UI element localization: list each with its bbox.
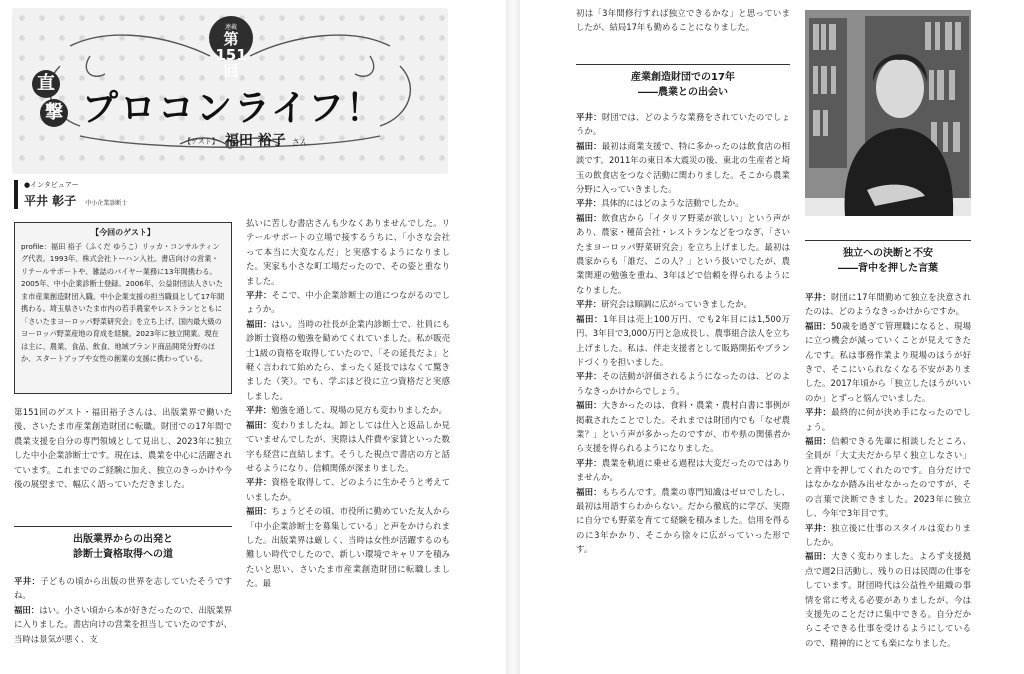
qa-item [576,485,790,557]
qa-speaker: 平井： [246,405,272,416]
qa-item [576,196,790,210]
qa-text: 大きく変わりました。よろず支援拠点で週2日活動し、残りの日は民間の仕事をしています。財団時代は公益性や組織の事情を常に考える必要がありましたが、今は支援先のことだけに集中できる。自分だからこそできる仕事を受けるようにしているので、精神的にとても楽になりました。 [805,551,972,648]
direct-mark [32,70,68,128]
qa-speaker: 福田： [805,320,831,331]
direct-char-2: 撃 [40,99,68,127]
left-page [0,0,506,674]
column-3-top [576,6,790,35]
section-2-line-1: 産業創造財団での17年 [631,72,735,83]
section-heading-1 [14,526,232,562]
qa-item [805,521,971,550]
qa-speaker: 平井： [805,292,831,302]
qa-text: 1年目は売上100万円、でも2年目には1,500万円、3年目で3,000万円と急成長し、農事組合法人を立ち上げました。私は、伴走支援者として販路開拓やブランドづくりを担いました。 [576,313,791,367]
section-3-line-2: ――背中を押した言葉 [838,263,938,274]
qa-item [805,290,971,319]
section-1-line-1: 出版業界からの出発と [73,534,173,545]
qa-speaker: 福田： [246,318,272,329]
qa-speaker: 福田： [805,436,832,447]
qa-item [576,312,790,370]
interviewer-credit [14,180,127,209]
qa-speaker: 福田： [576,140,602,151]
qa-item [576,297,790,311]
section-1-line-2: 診断士資格取得への道 [73,549,173,560]
qa-item [246,317,450,403]
qa-text: 変わりましたね。卸としては仕入と返品しか見ていませんでしたが、実際は人件費や家賃といった数字も経営に直結します。そうした視点で書店の方と話せるようになり、信頼関係が深まりました。 [246,419,451,473]
qa-item [246,216,450,288]
guest-name: 福田 裕子 [224,133,286,149]
article-header [12,8,448,174]
qa-speaker: 福田： [246,506,272,517]
qa-item [805,319,971,405]
qa-item [576,369,790,398]
continued-text: 初は「3年間修行すれば独立できるかな」と思っていましたが、結局17年も勤めることになりました。 [576,8,790,33]
guest-profile-box [14,222,232,394]
qa-speaker: 平井： [246,477,272,488]
guest-line [184,130,308,150]
qa-text: ちょうどその頃、市役所に勤めていた友人から「中小企業診断士を募集している」と声をかけられました。出版業界は厳しく、当時は女性が活躍するのも難しい時代でしたので、新しい環境でキャリアを積みたいと思い、さいたま市産業創造財団に転職しました。最 [246,506,451,589]
qa-text: 農業を軌道に乗せる過程は大変だったのではありませんか。 [576,457,790,483]
qa-text: 研究会は順調に広がっていきましたか。 [601,299,752,310]
section-3-line-1: 独立への決断と不安 [843,248,933,259]
qa-item [246,475,450,504]
interviewer-name: 平井 彰子 [24,194,77,208]
qa-text: はい。当時の社長が企業内診断士で、社員にも診断士資格の勉強を勧めてくれていました。私が販売士1級の資格を取得していたので、「その延長だよ」と軽く言われて始めたら、まったく延長ではなくて驚きました（笑）。でも、学ぶほど役に立つ資格だと実感しました。 [246,318,450,401]
qa-text: もちろんです。農業の専門知識はゼロでしたし、最初は用語すらわからない。だから徹底的に学び、実際に自分でも野菜を育てて経験を積みました。信用を得るのに3年かかり、そこから徐々に広がっていった形です。 [576,486,791,555]
series-title: プロコンライフ！ [82,87,384,129]
qa-speaker: 福田： [246,419,272,430]
qa-text: 財団に17年間勤めて独立を決意されたのは、どのようなきっかけからですか。 [805,292,971,317]
qa-text: 独立後に仕事のスタイルは変わりましたか。 [805,522,971,547]
section-heading-2 [576,64,790,100]
qa-text: 勉強を通して、現場の見方も変わりましたか。 [271,405,447,416]
interviewer-title: 中小企業診断士 [85,200,128,207]
qa-item [576,398,790,456]
qa-item [246,418,450,476]
guest-suffix: さん [291,138,308,147]
qa-item [805,405,971,434]
column-3-qa [576,110,790,557]
interviewer-role: ●インタビュアー [24,181,79,189]
qa-item [576,139,790,197]
qa-text: 飲食店から「イタリア野菜が欲しい」という声があり、農家・種苗会社・レストランなどをつなぎ、「さいたまヨーロッパ野菜研究会」を立ち上げました。最初は農家からも「誰だ、この人？」という扱いでしたが、農業関連の勉強を重ね、3年ほどで信頼を得られるようになりました。 [576,212,790,295]
qa-item [14,574,232,603]
qa-item [246,504,450,590]
section-2-line-2: ――農業との出会い [638,87,728,98]
page-gutter [506,0,520,674]
column-2-qa [246,216,450,591]
article-intro [14,405,232,491]
qa-text: 大きかったのは、食料・農業・農村白書に事例が掲載されたことでした。それまでは財団内でも「なぜ農業？」という声が多かったのですが、市や県の関係者から支援を得られるようになりました。 [576,400,790,454]
guest-tag: 【ゲスト】 [184,137,219,146]
qa-text: 最初は商業支援で、特に多かったのは飲食店の相談です。2011年の東日本大震災の後、東北の生産者と埼玉の飲食店をつなぐ活動に関わりました。そこから農業分野に入っていきました。 [576,140,790,195]
qa-text: 信頼できる先輩に相談したところ、全員が「大丈夫だから早く独立しなさい」と背中を押してくれたのです。自分だけではなかなか踏み出せなかったのですが、その言葉で決断できました。2023年に独立し、今年で3年目です。 [805,436,972,519]
qa-text: そこで、中小企業診断士の道につながるのでしょうか。 [246,290,450,315]
qa-speaker: 福田： [14,604,40,615]
column-1-qa [14,574,232,646]
qa-item [805,549,971,650]
qa-item [246,403,450,417]
qa-speaker: 平井： [576,299,602,310]
series-label: 連載 [224,24,237,31]
qa-speaker: 平井： [576,198,602,209]
qa-speaker: 平井： [14,576,41,586]
series-number-badge [209,16,253,80]
section-heading-3 [805,240,971,276]
profile-body: profile：福田 裕子（ふくだ ゆうこ）リッカ・コンサルティング代表。1993年、株式会社トーハン入社。書店向けの営業・リテールサポートや、雑誌のバイヤー業務に13年間携わる。2005年、中小企業診断士登録。2006年、公益財団法人さいたま市産業創造財団入職。中小企業支援の担当職員として17年間携わる。埼玉県さいたま市内の若手農家やレストランとともに「さいたまヨーロッパ野菜研究会」を立ち上げ、国内最大級のヨーロッパ野菜産地の育成を経験。2023年に独立開業。現在は主に、農業、食品、飲食、地域ブランド商品開発分野のほか、スタートアップや女性の創業の支援に携わっている。 [21,241,225,363]
qa-text: 財団では、どのような業務をされていたのでしょうか。 [576,112,790,137]
qa-speaker: 福田： [805,551,832,562]
qa-item [576,211,790,297]
qa-text: 資格を取得して、どのように生かそうと考えていましたか。 [246,477,450,502]
qa-speaker: 平井： [805,407,832,418]
guest-photo [805,10,971,216]
profile-heading: 【今回のゲスト】 [91,228,155,237]
qa-speaker: 福田： [576,212,602,223]
qa-speaker: 平井： [576,371,602,382]
right-page [520,0,1024,674]
qa-text: 払いに苦しむ書店さんも少なくありませんでした。リテールサポートの立場で接するうちに、「小さな会社って本当に大変なんだ」と実感するようになりました。実家も小さな町工場だったので、その姿と重なりました。 [246,218,450,286]
qa-speaker: 平井： [576,112,602,122]
qa-item [576,110,790,139]
series-number: 第151回 [215,30,247,80]
qa-text: 子どもの頃から出版の世界を志していたそうですね。 [14,576,232,601]
qa-speaker: 平井： [246,290,272,301]
qa-speaker: 平井： [805,522,832,533]
qa-text: 50歳を過ぎて管理職になると、現場に立つ機会が減っていくことが見えてきたんです。私は事務作業より現場のほうが好きで、そこにいられなくなる不安がありました。2017年頃から「独立したほうがいいのか」とずっと悩んでいました。 [805,320,971,403]
qa-text: はい。小さい頃から本が好きだったので、出版業界に入りました。書店向けの営業を担当していたのですが、当時は景気が悪く、支 [14,604,233,644]
qa-item [14,603,232,646]
qa-item [246,288,450,317]
qa-text: 最終的に何が決め手になったのでしょう。 [805,407,972,432]
qa-speaker: 平井： [576,457,602,468]
qa-text: 具体的にはどのような活動でしたか。 [601,198,744,209]
qa-text: その活動が評価されるようになったのは、どのようなきっかけからでしょう。 [576,371,790,396]
direct-char-1: 直 [32,70,60,98]
qa-speaker: 福田： [576,400,602,411]
intro-text: 第151回のゲスト・福田裕子さんは、出版業界で働いた後、さいたま市産業創造財団に転職。財団での17年間で農業支援を自分の専門領域として見出し、2023年に独立した中小企業診断士です。現在は、農業を中心に活躍されています。これまでのご経験に加え、独立のきっかけや今後の展望まで、幅広く語っていただきました。 [14,407,232,490]
guest-photo-image [805,10,971,216]
column-4-qa [805,290,971,650]
qa-item [576,456,790,485]
qa-item [805,434,971,520]
qa-speaker: 福田： [576,486,602,497]
qa-speaker: 福田： [576,313,603,324]
